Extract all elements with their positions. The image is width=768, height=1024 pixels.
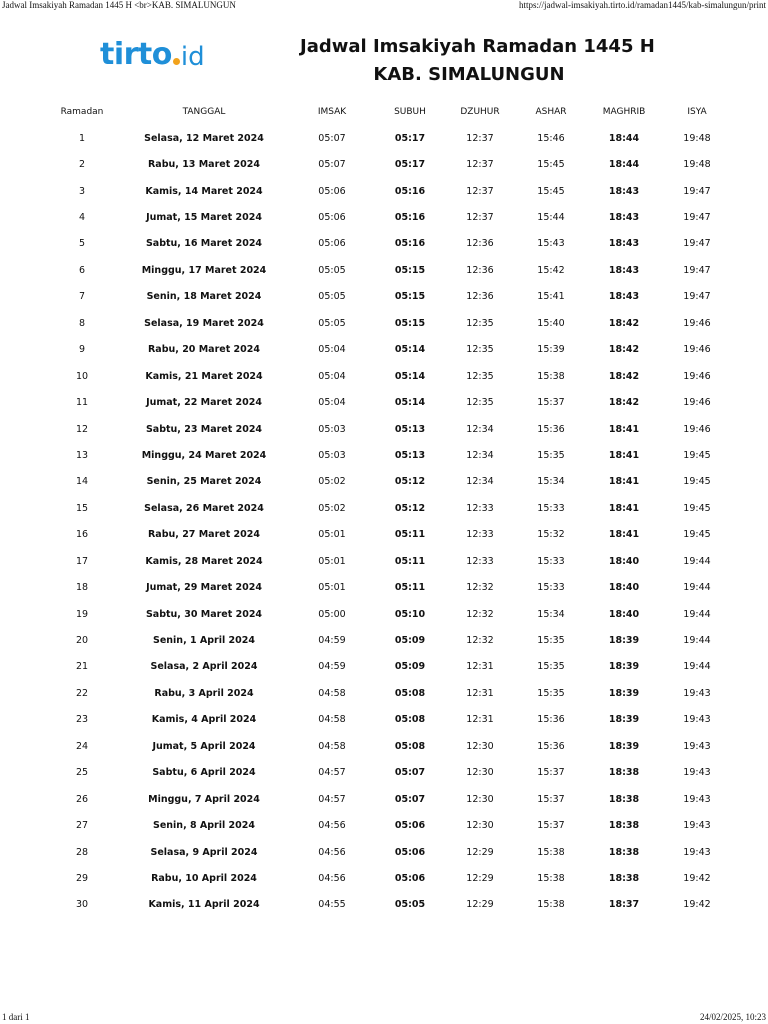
cell-ramadan-day: 27 (75, 820, 89, 832)
cell-ashar: 15:38 (537, 899, 565, 911)
cell-date: Sabtu, 23 Maret 2024 (145, 423, 263, 435)
cell-subuh: 05:10 (394, 608, 426, 620)
cell-date: Jumat, 22 Maret 2024 (146, 397, 262, 409)
table-row (40, 337, 728, 363)
cell-ashar: 15:38 (537, 370, 565, 382)
cell-ramadan-day: 19 (75, 608, 89, 620)
table-row (40, 178, 728, 204)
table-row (40, 125, 728, 151)
table-row (40, 389, 728, 415)
cell-dzuhur: 12:32 (466, 635, 494, 647)
cell-isya: 19:45 (683, 476, 711, 488)
cell-maghrib: 18:42 (608, 344, 640, 356)
cell-subuh: 05:08 (394, 687, 426, 699)
cell-subuh: 05:06 (394, 820, 426, 832)
cell-maghrib: 18:39 (608, 661, 640, 673)
cell-imsak: 04:56 (318, 872, 346, 884)
cell-date: Rabu, 3 April 2024 (154, 687, 254, 699)
cell-date: Rabu, 27 Maret 2024 (147, 529, 260, 541)
cell-imsak: 05:03 (318, 423, 346, 435)
cell-subuh: 05:15 (394, 291, 426, 303)
cell-isya: 19:43 (683, 740, 711, 752)
cell-imsak: 04:56 (318, 846, 346, 858)
cell-maghrib: 18:38 (608, 846, 640, 858)
cell-ramadan-day: 22 (75, 687, 89, 699)
cell-date: Kamis, 4 April 2024 (151, 714, 257, 726)
cell-maghrib: 18:39 (608, 635, 640, 647)
cell-isya: 19:47 (683, 185, 711, 197)
cell-ashar: 15:37 (537, 767, 565, 779)
cell-subuh: 05:12 (394, 476, 426, 488)
cell-dzuhur: 12:37 (466, 185, 494, 197)
cell-dzuhur: 12:31 (466, 714, 494, 726)
cell-date: Rabu, 10 April 2024 (151, 872, 257, 884)
table-row (40, 495, 728, 521)
cell-imsak: 05:04 (318, 370, 346, 382)
cell-ashar: 15:36 (537, 740, 565, 752)
header-subuh: SUBUH (394, 106, 426, 117)
cell-subuh: 05:11 (394, 529, 426, 541)
table-row (40, 151, 728, 177)
cell-isya: 19:46 (683, 317, 711, 329)
cell-dzuhur: 12:34 (466, 423, 494, 435)
cell-ashar: 15:38 (537, 872, 565, 884)
cell-maghrib: 18:42 (608, 317, 640, 329)
cell-maghrib: 18:43 (608, 238, 640, 250)
cell-date: Kamis, 14 Maret 2024 (145, 185, 263, 197)
table-body (40, 125, 728, 918)
cell-ashar: 15:34 (537, 476, 565, 488)
cell-isya: 19:43 (683, 714, 711, 726)
cell-date: Selasa, 19 Maret 2024 (144, 317, 264, 329)
cell-ashar: 15:33 (537, 555, 565, 567)
cell-maghrib: 18:43 (608, 291, 640, 303)
cell-isya: 19:42 (683, 899, 711, 911)
cell-subuh: 05:07 (394, 793, 426, 805)
cell-isya: 19:48 (683, 159, 711, 171)
header-imsak: IMSAK (317, 106, 347, 117)
table-row (40, 680, 728, 706)
cell-imsak: 05:05 (318, 291, 346, 303)
cell-ramadan-day: 18 (75, 582, 89, 594)
page-title-line2: KAB. SIMALUNGUN (373, 64, 565, 85)
cell-date: Sabtu, 6 April 2024 (152, 767, 256, 779)
table-row (40, 707, 728, 733)
cell-isya: 19:47 (683, 238, 711, 250)
cell-ramadan-day: 10 (75, 370, 89, 382)
table-row (40, 310, 728, 336)
cell-isya: 19:47 (683, 291, 711, 303)
cell-isya: 19:48 (683, 132, 711, 144)
cell-subuh: 05:11 (394, 555, 426, 567)
cell-ramadan-day: 9 (78, 344, 86, 356)
table-row (40, 865, 728, 891)
table-row (40, 574, 728, 600)
cell-dzuhur: 12:31 (466, 661, 494, 673)
cell-subuh: 05:06 (394, 872, 426, 884)
cell-ashar: 15:33 (537, 582, 565, 594)
cell-maghrib: 18:40 (608, 582, 640, 594)
cell-subuh: 05:05 (394, 899, 426, 911)
cell-maghrib: 18:41 (608, 476, 640, 488)
cell-dzuhur: 12:33 (466, 555, 494, 567)
cell-date: Selasa, 26 Maret 2024 (144, 502, 264, 514)
logo-suffix: id (180, 42, 205, 72)
cell-dzuhur: 12:35 (466, 317, 494, 329)
cell-date: Minggu, 17 Maret 2024 (141, 264, 267, 276)
tirto-logo (100, 36, 205, 72)
table-row (40, 416, 728, 442)
cell-dzuhur: 12:35 (466, 397, 494, 409)
cell-isya: 19:47 (683, 264, 711, 276)
table-row (40, 760, 728, 786)
table-row (40, 654, 728, 680)
cell-ashar: 15:38 (537, 846, 565, 858)
cell-ramadan-day: 12 (75, 423, 89, 435)
cell-isya: 19:45 (683, 502, 711, 514)
cell-ashar: 15:45 (537, 159, 565, 171)
cell-dzuhur: 12:33 (466, 502, 494, 514)
print-footer (0, 1012, 768, 1024)
cell-ashar: 15:39 (537, 344, 565, 356)
header-dzuhur: DZUHUR (460, 106, 500, 117)
cell-imsak: 05:07 (318, 159, 346, 171)
cell-ramadan-day: 3 (78, 185, 86, 197)
cell-dzuhur: 12:34 (466, 476, 494, 488)
cell-subuh: 05:13 (394, 423, 426, 435)
cell-dzuhur: 12:30 (466, 793, 494, 805)
cell-date: Senin, 8 April 2024 (153, 820, 255, 832)
cell-subuh: 05:13 (394, 449, 426, 461)
cell-isya: 19:43 (683, 793, 711, 805)
table-row (40, 204, 728, 230)
cell-dzuhur: 12:36 (466, 264, 494, 276)
cell-maghrib: 18:42 (608, 370, 640, 382)
cell-isya: 19:44 (683, 635, 711, 647)
table-row (40, 733, 728, 759)
cell-subuh: 05:14 (394, 370, 426, 382)
cell-isya: 19:42 (683, 872, 711, 884)
cell-date: Minggu, 7 April 2024 (148, 793, 260, 805)
cell-imsak: 04:59 (318, 635, 346, 647)
cell-maghrib: 18:41 (608, 502, 640, 514)
print-header-url: https://jadwal-imsakiyah.tirto.id/ramadan1445/kab-simalungun/print (519, 0, 766, 10)
table-row (40, 231, 728, 257)
cell-dzuhur: 12:30 (466, 820, 494, 832)
cell-ramadan-day: 14 (75, 476, 89, 488)
cell-isya: 19:43 (683, 767, 711, 779)
cell-subuh: 05:08 (394, 714, 426, 726)
cell-isya: 19:46 (683, 344, 711, 356)
cell-imsak: 05:06 (318, 185, 346, 197)
table-row (40, 469, 728, 495)
cell-imsak: 04:55 (318, 899, 346, 911)
cell-imsak: 05:05 (318, 317, 346, 329)
cell-subuh: 05:09 (394, 661, 426, 673)
table-row (40, 442, 728, 468)
cell-ashar: 15:42 (537, 264, 565, 276)
cell-date: Senin, 25 Maret 2024 (146, 476, 262, 488)
cell-imsak: 05:01 (318, 582, 346, 594)
cell-ashar: 15:36 (537, 714, 565, 726)
logo-wordmark: tirto (100, 37, 172, 72)
cell-ramadan-day: 28 (75, 846, 89, 858)
cell-dzuhur: 12:35 (466, 344, 494, 356)
cell-ramadan-day: 13 (75, 449, 89, 461)
table-row (40, 522, 728, 548)
page-title-line1: Jadwal Imsakiyah Ramadan 1445 H (300, 36, 655, 57)
cell-ashar: 15:34 (537, 608, 565, 620)
cell-dzuhur: 12:29 (466, 872, 494, 884)
cell-subuh: 05:14 (394, 397, 426, 409)
cell-imsak: 04:57 (318, 793, 346, 805)
table-header-row (40, 98, 728, 125)
cell-isya: 19:45 (683, 529, 711, 541)
page-title (300, 34, 655, 90)
cell-subuh: 05:17 (394, 132, 426, 144)
cell-isya: 19:46 (683, 370, 711, 382)
cell-dzuhur: 12:34 (466, 449, 494, 461)
cell-dzuhur: 12:31 (466, 687, 494, 699)
cell-subuh: 05:06 (394, 846, 426, 858)
cell-dzuhur: 12:37 (466, 212, 494, 224)
cell-isya: 19:44 (683, 555, 711, 567)
cell-dzuhur: 12:30 (466, 740, 494, 752)
cell-isya: 19:44 (683, 661, 711, 673)
cell-subuh: 05:15 (394, 264, 426, 276)
cell-maghrib: 18:39 (608, 687, 640, 699)
cell-ramadan-day: 15 (75, 502, 89, 514)
cell-dzuhur: 12:36 (466, 291, 494, 303)
cell-isya: 19:43 (683, 687, 711, 699)
cell-dzuhur: 12:29 (466, 899, 494, 911)
print-header-title: Jadwal Imsakiyah Ramadan 1445 H <br>KAB. SIMALUNGUN (2, 0, 236, 10)
cell-isya: 19:46 (683, 397, 711, 409)
cell-imsak: 05:04 (318, 397, 346, 409)
cell-date: Senin, 18 Maret 2024 (146, 291, 262, 303)
print-header (0, 0, 768, 12)
cell-isya: 19:47 (683, 212, 711, 224)
cell-subuh: 05:16 (394, 185, 426, 197)
cell-maghrib: 18:41 (608, 449, 640, 461)
cell-ashar: 15:35 (537, 635, 565, 647)
print-timestamp: 24/02/2025, 10:23 (699, 1012, 766, 1022)
cell-isya: 19:46 (683, 423, 711, 435)
cell-ramadan-day: 2 (78, 159, 86, 171)
cell-subuh: 05:09 (394, 635, 426, 647)
cell-date: Rabu, 20 Maret 2024 (147, 344, 260, 356)
cell-imsak: 05:03 (318, 449, 346, 461)
cell-imsak: 05:07 (318, 132, 346, 144)
cell-date: Minggu, 24 Maret 2024 (141, 449, 267, 461)
cell-imsak: 05:02 (318, 502, 346, 514)
cell-subuh: 05:12 (394, 502, 426, 514)
table-row (40, 257, 728, 283)
table-row (40, 839, 728, 865)
cell-date: Selasa, 2 April 2024 (150, 661, 258, 673)
cell-dzuhur: 12:30 (466, 767, 494, 779)
cell-ashar: 15:37 (537, 397, 565, 409)
cell-ashar: 15:45 (537, 185, 565, 197)
cell-date: Rabu, 13 Maret 2024 (147, 159, 260, 171)
cell-ramadan-day: 4 (78, 212, 86, 224)
cell-imsak: 04:58 (318, 740, 346, 752)
cell-ramadan-day: 29 (75, 872, 89, 884)
cell-maghrib: 18:38 (608, 793, 640, 805)
cell-ashar: 15:35 (537, 687, 565, 699)
table-row (40, 601, 728, 627)
cell-imsak: 05:05 (318, 264, 346, 276)
cell-maghrib: 18:43 (608, 185, 640, 197)
cell-subuh: 05:08 (394, 740, 426, 752)
cell-isya: 19:43 (683, 820, 711, 832)
cell-ashar: 15:40 (537, 317, 565, 329)
cell-ashar: 15:46 (537, 132, 565, 144)
cell-ramadan-day: 6 (78, 264, 86, 276)
table-row (40, 786, 728, 812)
imsakiyah-table (40, 98, 728, 918)
cell-date: Selasa, 12 Maret 2024 (144, 132, 264, 144)
cell-maghrib: 18:44 (608, 159, 640, 171)
cell-imsak: 04:57 (318, 767, 346, 779)
cell-date: Sabtu, 16 Maret 2024 (145, 238, 263, 250)
cell-maghrib: 18:38 (608, 872, 640, 884)
cell-dzuhur: 12:36 (466, 238, 494, 250)
cell-ashar: 15:41 (537, 291, 565, 303)
cell-maghrib: 18:39 (608, 714, 640, 726)
cell-ashar: 15:37 (537, 793, 565, 805)
cell-dzuhur: 12:32 (466, 608, 494, 620)
cell-ashar: 15:36 (537, 423, 565, 435)
cell-maghrib: 18:40 (608, 555, 640, 567)
cell-maghrib: 18:42 (608, 397, 640, 409)
table-row (40, 363, 728, 389)
cell-ramadan-day: 16 (75, 529, 89, 541)
cell-date: Sabtu, 30 Maret 2024 (145, 608, 263, 620)
cell-date: Kamis, 28 Maret 2024 (145, 555, 263, 567)
cell-ashar: 15:37 (537, 820, 565, 832)
header-ramadan: Ramadan (60, 106, 104, 117)
cell-dzuhur: 12:33 (466, 529, 494, 541)
cell-ramadan-day: 1 (78, 132, 86, 144)
cell-subuh: 05:16 (394, 238, 426, 250)
cell-ashar: 15:33 (537, 502, 565, 514)
cell-dzuhur: 12:37 (466, 159, 494, 171)
header-isya: ISYA (687, 106, 707, 117)
cell-ramadan-day: 8 (78, 317, 86, 329)
cell-maghrib: 18:40 (608, 608, 640, 620)
cell-date: Selasa, 9 April 2024 (150, 846, 258, 858)
cell-maghrib: 18:44 (608, 132, 640, 144)
cell-imsak: 04:59 (318, 661, 346, 673)
table-row (40, 892, 728, 918)
cell-date: Kamis, 21 Maret 2024 (145, 370, 263, 382)
cell-ramadan-day: 21 (75, 661, 89, 673)
cell-maghrib: 18:39 (608, 740, 640, 752)
cell-subuh: 05:15 (394, 317, 426, 329)
cell-dzuhur: 12:37 (466, 132, 494, 144)
cell-imsak: 04:58 (318, 714, 346, 726)
header-maghrib: MAGHRIB (602, 106, 646, 117)
cell-ramadan-day: 24 (75, 740, 89, 752)
cell-maghrib: 18:38 (608, 767, 640, 779)
cell-ramadan-day: 7 (78, 291, 86, 303)
page-number: 1 dari 1 (2, 1012, 30, 1022)
cell-dzuhur: 12:35 (466, 370, 494, 382)
cell-imsak: 05:06 (318, 212, 346, 224)
cell-date: Senin, 1 April 2024 (153, 635, 255, 647)
cell-ramadan-day: 23 (75, 714, 89, 726)
cell-maghrib: 18:41 (608, 423, 640, 435)
cell-date: Jumat, 5 April 2024 (152, 740, 256, 752)
cell-ashar: 15:35 (537, 661, 565, 673)
cell-imsak: 04:58 (318, 687, 346, 699)
cell-dzuhur: 12:32 (466, 582, 494, 594)
cell-ramadan-day: 26 (75, 793, 89, 805)
cell-ramadan-day: 20 (75, 635, 89, 647)
cell-subuh: 05:14 (394, 344, 426, 356)
cell-isya: 19:44 (683, 608, 711, 620)
header-ashar: ASHAR (535, 106, 567, 117)
cell-ramadan-day: 17 (75, 555, 89, 567)
logo-dot-icon (173, 58, 180, 65)
cell-imsak: 05:00 (318, 608, 346, 620)
cell-imsak: 05:01 (318, 555, 346, 567)
cell-date: Jumat, 15 Maret 2024 (146, 212, 262, 224)
cell-maghrib: 18:41 (608, 529, 640, 541)
cell-dzuhur: 12:29 (466, 846, 494, 858)
cell-maghrib: 18:43 (608, 264, 640, 276)
cell-imsak: 05:04 (318, 344, 346, 356)
cell-subuh: 05:07 (394, 767, 426, 779)
cell-maghrib: 18:37 (608, 899, 640, 911)
table-row (40, 812, 728, 838)
cell-ashar: 15:44 (537, 212, 565, 224)
header-tanggal: TANGGAL (182, 106, 226, 117)
cell-maghrib: 18:38 (608, 820, 640, 832)
cell-ramadan-day: 11 (75, 397, 89, 409)
table-row (40, 284, 728, 310)
cell-ramadan-day: 30 (75, 899, 89, 911)
cell-isya: 19:45 (683, 449, 711, 461)
cell-subuh: 05:16 (394, 212, 426, 224)
cell-imsak: 05:02 (318, 476, 346, 488)
cell-subuh: 05:11 (394, 582, 426, 594)
cell-imsak: 05:06 (318, 238, 346, 250)
cell-imsak: 05:01 (318, 529, 346, 541)
table-row (40, 548, 728, 574)
cell-isya: 19:44 (683, 582, 711, 594)
cell-date: Jumat, 29 Maret 2024 (146, 582, 262, 594)
cell-isya: 19:43 (683, 846, 711, 858)
cell-ashar: 15:43 (537, 238, 565, 250)
cell-subuh: 05:17 (394, 159, 426, 171)
cell-imsak: 04:56 (318, 820, 346, 832)
cell-ashar: 15:32 (537, 529, 565, 541)
cell-ramadan-day: 5 (78, 238, 86, 250)
cell-date: Kamis, 11 April 2024 (148, 899, 260, 911)
cell-ashar: 15:35 (537, 449, 565, 461)
table-row (40, 627, 728, 653)
cell-ramadan-day: 25 (75, 767, 89, 779)
cell-maghrib: 18:43 (608, 212, 640, 224)
